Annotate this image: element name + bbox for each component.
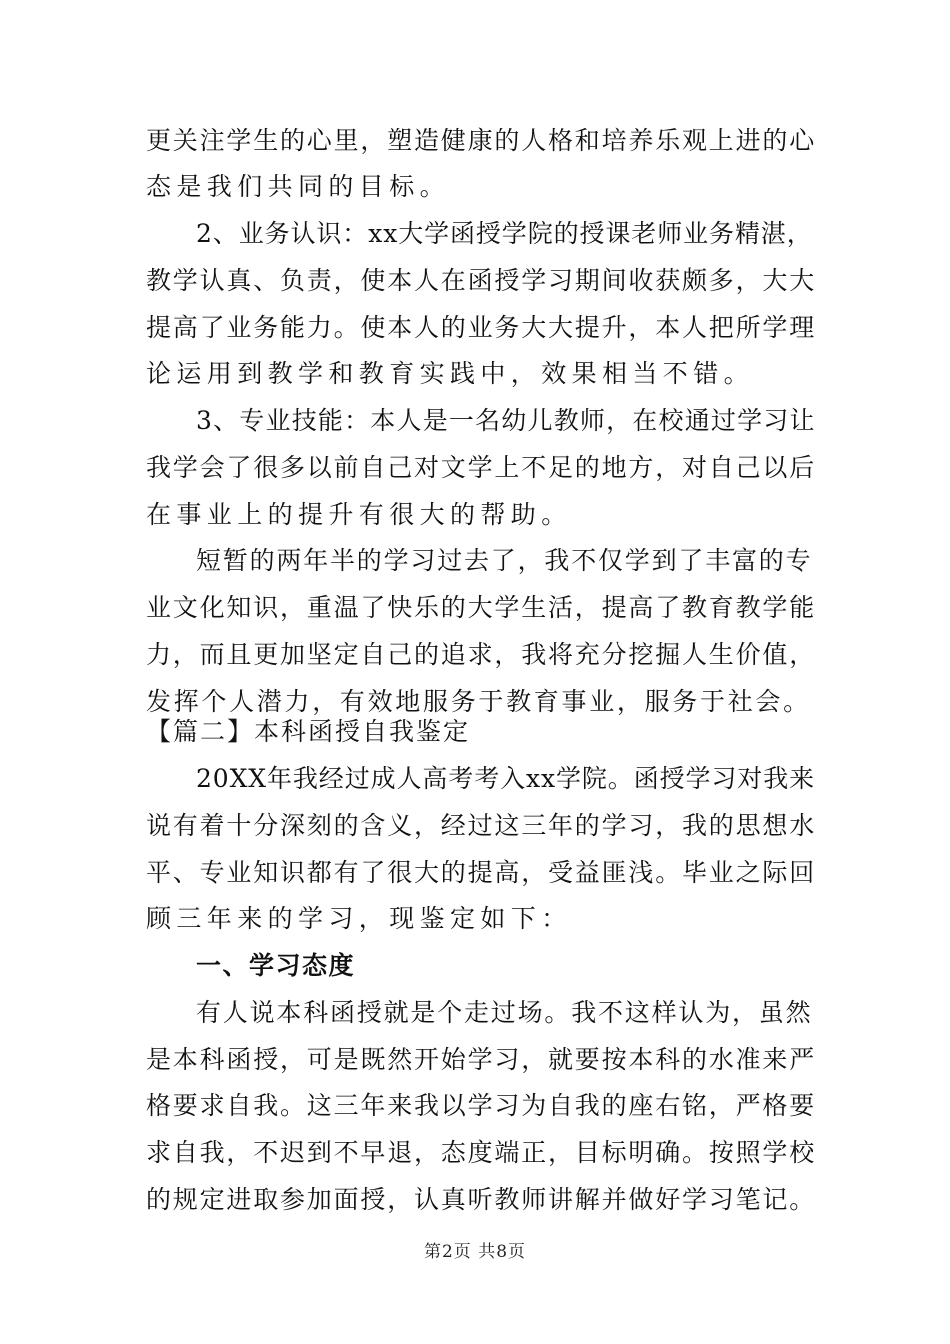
body-text-line: 业文化知识，重温了快乐的大学生活，提高了教育教学能 xyxy=(146,593,817,622)
body-text-line: 平、专业知识都有了很大的提高，受益匪浅。毕业之际回 xyxy=(146,858,817,887)
body-text-line: 20XX年我经过成人高考考入xx学院。函授学习对我来 xyxy=(196,764,816,793)
page-number-footer: 第2页 共8页 xyxy=(423,1242,527,1262)
body-text-line: 求自我，不迟到不早退，态度端正，目标明确。按照学校 xyxy=(146,1138,817,1167)
body-text-line: 在事业上的提升有很大的帮助。 xyxy=(146,500,572,529)
body-text-line: 态是我们共同的目标。 xyxy=(146,172,451,201)
body-text-line: 是本科函授，可是既然开始学习，就要按本科的水准来严 xyxy=(146,1045,817,1074)
body-text-line: 有人说本科函授就是个走过场。我不这样认为，虽然 xyxy=(196,998,813,1027)
body-text-line: 我学会了很多以前自己对文学上不足的地方，对自己以后 xyxy=(146,453,817,482)
section-heading: 一、学习态度 xyxy=(196,951,356,980)
body-text-line: 2、业务认识：xx大学函授学院的授课老师业务精湛， xyxy=(196,219,813,248)
body-text-line: 说有着十分深刻的含义，经过这三年的学习，我的思想水 xyxy=(146,811,817,840)
body-text-line: 短暂的两年半的学习过去了，我不仅学到了丰富的专 xyxy=(196,546,813,575)
section-title: 【篇二】本科函授自我鉴定 xyxy=(146,717,471,746)
body-text-line: 教学认真、负责，使本人在函授学习期间收获颇多，大大 xyxy=(146,266,817,295)
body-text-line: 提高了业务能力。使本人的业务大大提升，本人把所学理 xyxy=(146,313,817,342)
body-text-line: 的规定进取参加面授，认真听教师讲解并做好学习笔记。 xyxy=(146,1185,817,1214)
body-text-line: 发挥个人潜力，有效地服务于教育事业，服务于社会。 xyxy=(146,687,811,716)
body-text-line: 3、专业技能：本人是一名幼儿教师，在校通过学习让 xyxy=(196,406,816,435)
body-text-line: 更关注学生的心里，塑造健康的人格和培养乐观上进的心 xyxy=(146,126,817,155)
body-text-line: 力，而且更加坚定自己的追求，我将充分挖掘人生价值， xyxy=(146,640,817,669)
body-text-line: 格要求自我。这三年来我以学习为自我的座右铭，严格要 xyxy=(146,1091,817,1120)
body-text-line: 论运用到教学和教育实践中，效果相当不错。 xyxy=(146,359,755,388)
body-text-line: 顾三年来的学习，现鉴定如下： xyxy=(146,904,572,933)
